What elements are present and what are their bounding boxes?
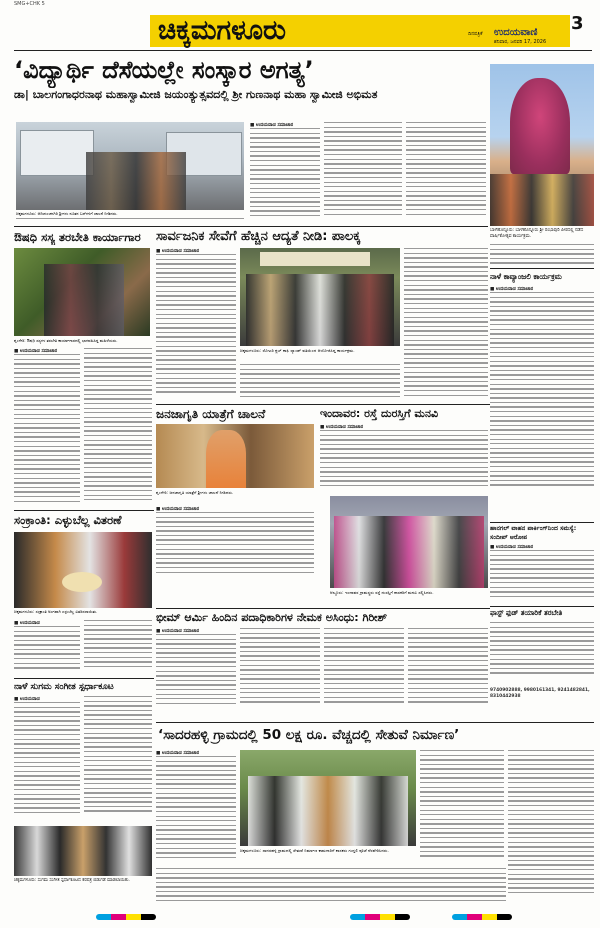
sankranti-photo bbox=[14, 532, 152, 608]
public-caption: ಚಿಕ್ಕಮಗಳೂರು: ರೋಟರಿ ಕ್ಲಬ್ ಕಾಫಿ ಲ್ಯಾಂಡ್ ವತಿಯಿಂದ ಆಯೋಜಿಸಿದ್ದ ಕಾರ್ಯಕ್ರಮ. bbox=[240, 348, 355, 353]
bhim-body-3 bbox=[324, 628, 404, 712]
people-group bbox=[246, 274, 394, 346]
indavara-caption: ಆಲ್ದೂರು: ಇಂದಾವರ ಗ್ರಾಮಸ್ಥರು ರಸ್ತೆ ದುರಸ್ತಿಗೆ ಶಾಸಕರಿಗೆ ಮನವಿ ಸಲ್ಲಿಸಿದರು. bbox=[330, 590, 434, 595]
lead-body-col-3 bbox=[406, 122, 486, 222]
bhim-body-2 bbox=[240, 628, 320, 712]
paper-label: ದಿನಪತ್ರಿಕೆ bbox=[468, 31, 483, 37]
right-col-rule bbox=[490, 268, 594, 269]
public-photo bbox=[240, 248, 400, 346]
lead-body-col-0 bbox=[16, 218, 244, 226]
bhim-headline: ಭೀಮ್ ಆರ್ಮಿ ಹಿಂದಿನ ಪದಾಧಿಕಾರಿಗಳ ನೇಮಕ ಅಸಿಂಧು: ಗಿರೀಶ್ bbox=[156, 611, 388, 624]
crowd bbox=[490, 174, 594, 226]
color-registration-marks bbox=[350, 914, 410, 920]
public-body-bottom bbox=[240, 364, 400, 404]
sankranti-caption: ಚಿಕ್ಕಮಗಳೂರು: ಸಂಕ್ರಾಂತಿ ಅಂಗವಾಗಿ ಎಳ್ಳುಬೆಲ್ಲ ವಿತರಿಸಲಾಯಿತು. bbox=[14, 609, 98, 614]
sankranti-rule bbox=[14, 510, 154, 511]
lead-byline: ■ ಉದಯವಾಣಿ ಸಮಾಚಾರ bbox=[250, 123, 294, 128]
lead-subhead: ಡಾ| ಬಾಲಗಂಗಾಧರನಾಥ ಮಹಾಸ್ವಾಮೀಜಿ ಜಯಂತ್ಯುತ್ಸವದಲ್ಲಿ ಶ್ರೀ ಗುಣನಾಥ ಮಹಾ ಸ್ವಾಮೀಜಿ ಅಭಿಮತ bbox=[14, 88, 378, 101]
sankranti-body-1: ■ ಉದಯವಾಣಿ bbox=[14, 620, 80, 676]
people-group bbox=[334, 516, 484, 588]
people-group bbox=[86, 152, 186, 210]
awareness-photo bbox=[156, 424, 314, 488]
awareness-rule bbox=[156, 404, 490, 405]
bhim-body-4 bbox=[408, 628, 488, 712]
awareness-caption: ಶೃಂಗೇರಿ: ಜನಜಾಗೃತಿ ಯಾತ್ರೆಗೆ ಶ್ರೀಗಳು ಚಾಲನೆ ನೀಡಿದರು. bbox=[156, 490, 234, 495]
herb-body-1: ■ ಉದಯವಾಣಿ ಸಮಾಚಾರ bbox=[14, 348, 80, 510]
edition-code: SMG+CHK 5 bbox=[14, 1, 45, 7]
color-registration-marks bbox=[452, 914, 512, 920]
herb-caption: ಶೃಂಗೇರಿ: ಔಷಧಿ ಸಸ್ಯಗಳ ತರಬೇತಿ ಕಾರ್ಯಾಗಾರದಲ್ಲಿ ಭಾಗವಹಿಸಿದ್ದ ಮಹಿಳೆಯರು. bbox=[14, 338, 118, 343]
section-title: ಚಿಕ್ಕಮಗಳೂರು bbox=[158, 15, 286, 46]
banner bbox=[260, 252, 370, 266]
temple-tower bbox=[510, 78, 570, 174]
awareness-headline: ಜನಜಾಗೃತಿ ಯಾತ್ರೆಗೆ ಚಾಲನೆ bbox=[156, 407, 266, 421]
music-body-1: ■ ಉದಯವಾಣಿ bbox=[14, 696, 80, 824]
lead-photo-caption: ಚಿಕ್ಕಮಗಳೂರು: ಆದಿಚುಂಚನಗಿರಿ ಶ್ರೀಗಳು ನೂತನ ಬಸ್‌ಗಳಿಗೆ ಚಾಲನೆ ನೀಡಿದರು. bbox=[16, 211, 118, 216]
music-headline: ನಾಳೆ ಸುಗಮ ಸಂಗೀತ ಸ್ಪರ್ಧಾಕೂಟ bbox=[14, 682, 114, 692]
public-body-left: ■ ಉದಯವಾಣಿ ಸಮಾಚಾರ bbox=[156, 248, 236, 402]
fastfood-phones: 9740902888, 9980161341, 9241482841, 8310442938 bbox=[490, 688, 590, 699]
fastfood-headline: ಫಾಸ್ಟ್ ಫುಡ್ ತಯಾರಿಕೆ ತರಬೇತಿ bbox=[490, 609, 563, 617]
sankranti-body-2 bbox=[84, 620, 152, 676]
tier-rule bbox=[14, 226, 488, 227]
herb-photo bbox=[14, 248, 150, 336]
date-line: ಶನಿವಾರ, ಜನವರಿ 17, 2026 bbox=[494, 39, 547, 45]
tomorrow-body: ■ ಉದಯವಾಣಿ ಸಮಾಚಾರ bbox=[490, 286, 594, 584]
page-number: 3 bbox=[571, 13, 584, 34]
music-body-2 bbox=[84, 696, 152, 824]
parking-headline: ಹಾನಗಲ್ ವಾಹನ ಪಾರ್ಕಿಂಗ್‌ನಿಂದ ಸಮಸ್ಯೆ: ಸಂದೀಪ್ ಆರೋಪ bbox=[490, 525, 577, 541]
paper-name: ಉದಯವಾಣಿ bbox=[494, 27, 538, 38]
bridge-caption: ಚಿಕ್ಕಮಗಳೂರು: ಸಾದರಹಳ್ಳಿ ಗ್ರಾಮದಲ್ಲಿ ಸೇತುವೆ ನಿರ್ಮಾಣ ಕಾಮಗಾರಿಗೆ ಶಾಸಕರು ಗುದ್ದಲಿ ಪೂಜೆ ನೆರವೇರಿಸಿದರು. bbox=[240, 848, 389, 853]
temple-photo bbox=[490, 64, 594, 226]
sankranti-headline: ಸಂಕ್ರಾಂತಿ: ಎಳ್ಳುಬೆಲ್ಲ ವಿತರಣೆ bbox=[14, 513, 122, 527]
indavara-headline: ಇಂದಾವರ: ರಸ್ತೆ ದುರಸ್ತಿಗೆ ಮನವಿ bbox=[320, 407, 439, 420]
tomorrow-headline: ನಾಳೆ ಕಾವ್ಯಾಂಜಲಿ ಕಾರ್ಯಕ್ರಮ bbox=[490, 272, 562, 281]
indavara-photo bbox=[330, 496, 488, 588]
public-body-right bbox=[404, 248, 488, 402]
temple-caption: ಬಾಳೆಹೊನ್ನೂರು: ಬಾಳೆಹೊನ್ನೂರು ಶ್ರೀ ರಂಭಾಪುರಿ ಪೀಠದಲ್ಲಿ ನಡೆದ ವಾರ್ಷಿಕೋತ್ಸವ ಕಾರ್ಯಕ್ರಮ. bbox=[490, 228, 584, 239]
sweets-plate bbox=[62, 572, 102, 592]
parking-rule bbox=[490, 522, 594, 523]
indavara-body: ■ ಉದಯವಾಣಿ ಸಮಾಚಾರ bbox=[320, 424, 488, 496]
awareness-body: ■ ಉದಯವಾಣಿ ಸಮಾಚಾರ bbox=[156, 506, 314, 584]
bridge-body-bottom bbox=[156, 868, 506, 912]
lead-photo bbox=[16, 122, 244, 210]
music-caption: ಚಿಕ್ಕಮಗಳೂರು: ಸುಗಮ ಸಂಗೀತ ಸ್ಪರ್ಧಾಕೂಟದ ಕರಪತ್ರ ಬಿಡುಗಡೆ ಮಾಡಲಾಯಿತು. bbox=[14, 878, 130, 883]
music-photo bbox=[14, 826, 152, 876]
bridge-body-left: ■ ಉದಯವಾಣಿ ಸಮಾಚಾರ bbox=[156, 750, 236, 870]
music-rule bbox=[14, 678, 154, 679]
bhim-rule bbox=[156, 608, 490, 609]
lead-headline: ‘ವಿದ್ಯಾರ್ಥಿ ದೆಸೆಯಲ್ಲೇ ಸಂಸ್ಕಾರ ಅಗತ್ಯ’ bbox=[14, 56, 314, 84]
bus-shape bbox=[20, 130, 94, 176]
lead-body-col-1 bbox=[250, 122, 320, 222]
fastfood-body bbox=[490, 622, 594, 686]
bridge-photo bbox=[240, 750, 416, 846]
bhim-body-1: ■ ಉದಯವಾಣಿ ಸಮಾಚಾರ bbox=[156, 628, 236, 712]
temple-body bbox=[490, 244, 594, 268]
masthead-rule bbox=[14, 50, 592, 51]
bridge-body-mid bbox=[420, 750, 504, 870]
fastfood-rule bbox=[490, 606, 594, 607]
color-registration-marks bbox=[96, 914, 156, 920]
bridge-body-right bbox=[508, 750, 594, 910]
swamiji bbox=[206, 430, 246, 488]
bridge-headline: ‘ಸಾದರಹಳ್ಳಿ ಗ್ರಾಮದಲ್ಲಿ 50 ಲಕ್ಷ ರೂ. ವೆಚ್ಚದಲ್ಲಿ ಸೇತುವೆ ನಿರ್ಮಾಣ’ bbox=[158, 727, 460, 743]
parking-body: ■ ಉದಯವಾಣಿ ಸಮಾಚಾರ bbox=[490, 544, 594, 604]
herb-headline: ಔಷಧಿ ಸಸ್ಯ ತರಬೇತಿ ಕಾರ್ಯಾಗಾರ bbox=[14, 230, 141, 244]
herb-body-2 bbox=[84, 348, 152, 510]
people-group bbox=[44, 264, 124, 336]
public-service-headline: ಸಾರ್ವಜನಿಕ ಸೇವೆಗೆ ಹೆಚ್ಚಿನ ಆದ್ಯತೆ ನೀಡಿ: ಪಾಲಕ್ಕ bbox=[156, 229, 361, 244]
people-group bbox=[248, 776, 408, 846]
bridge-rule bbox=[156, 722, 594, 723]
lead-body-col-2 bbox=[324, 122, 402, 222]
